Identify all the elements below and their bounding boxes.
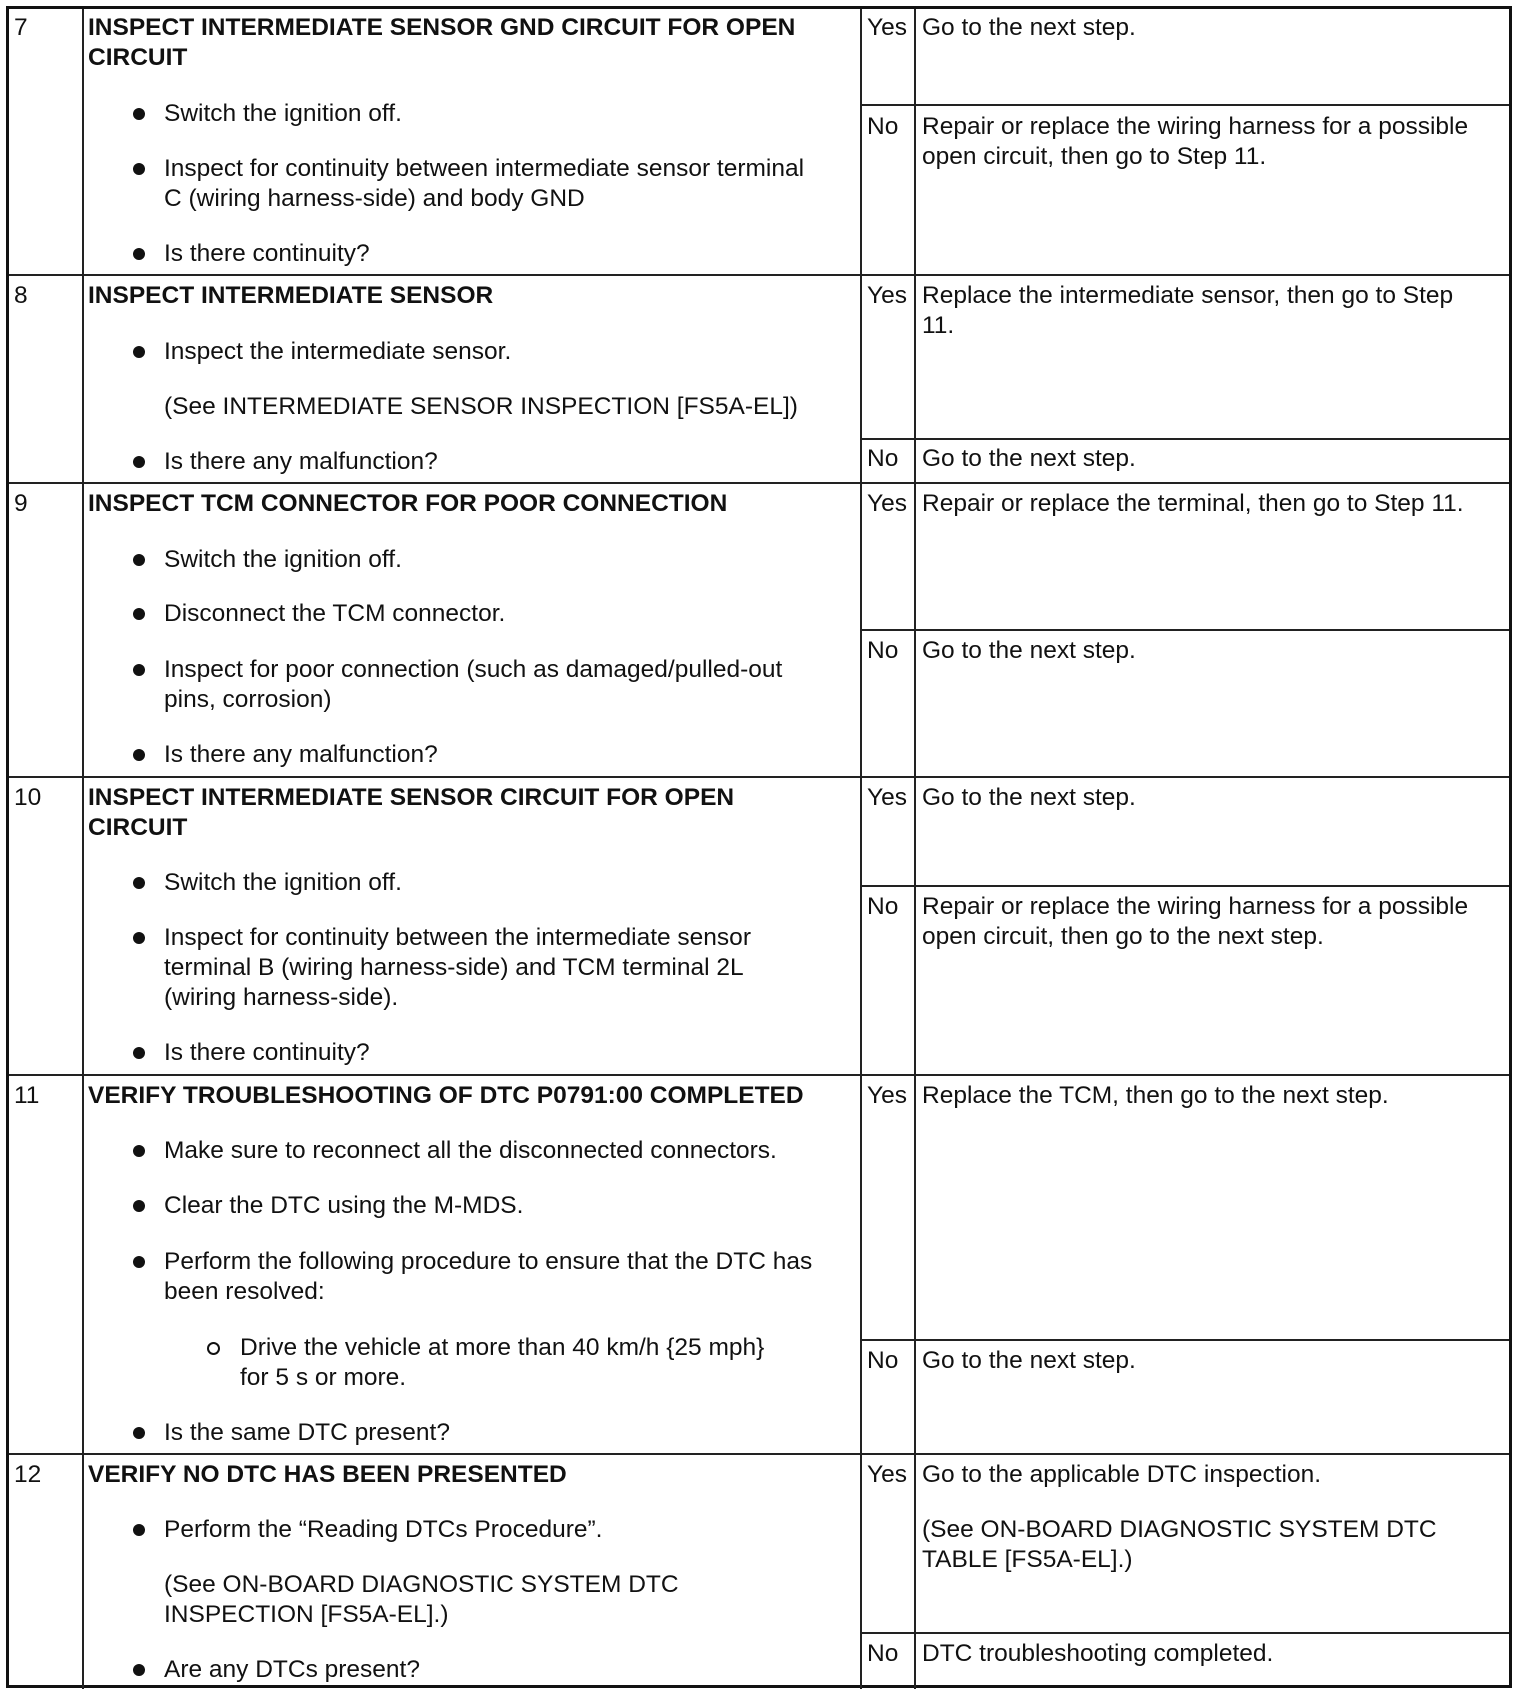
yes-action: Go to the applicable DTC inspection. [922,1461,1322,1488]
bullet-icon [133,248,145,260]
step-number: 10 [14,784,42,811]
step-instruction: Perform the “Reading DTCs Procedure”. [164,1516,603,1543]
step-number: 12 [14,1461,42,1488]
bullet-icon [133,1145,145,1157]
no-label: No [867,1347,899,1374]
step-number: 8 [14,282,28,309]
bullet-icon [133,108,145,120]
row-divider [9,1453,1509,1455]
yes-label: Yes [867,1082,907,1109]
step-title: VERIFY NO DTC HAS BEEN PRESENTED [88,1461,567,1488]
step-number: 9 [14,490,28,517]
bullet-icon [133,749,145,761]
yes-action: Repair or replace the terminal, then go to Step 11. [922,490,1464,517]
yes-action: Go to the next step. [922,14,1136,41]
bullet-icon [133,1524,145,1536]
no-action: open circuit, then go to the next step. [922,923,1324,950]
step-instruction: Inspect the intermediate sensor. [164,338,512,365]
step-title: INSPECT INTERMEDIATE SENSOR [88,282,494,309]
bullet-icon [133,932,145,944]
step-title: CIRCUIT [88,814,188,841]
step-instruction: Inspect for poor connection (such as damaged/pulled-out [164,656,783,683]
yes-no-divider [860,1632,1509,1634]
yes-no-divider [860,104,1509,106]
bullet-icon [133,1256,145,1268]
yes-no-divider [860,885,1509,887]
yes-action: (See ON-BOARD DIAGNOSTIC SYSTEM DTC [922,1516,1437,1543]
yes-action: Replace the intermediate sensor, then go to Step [922,282,1454,309]
column-divider-answer [860,9,862,1689]
yes-label: Yes [867,784,907,811]
column-divider-step [82,9,84,1689]
step-instruction: INSPECTION [FS5A-EL].) [164,1601,449,1628]
no-action: Go to the next step. [922,637,1136,664]
step-instruction: Switch the ignition off. [164,869,402,896]
row-divider [9,1074,1509,1076]
step-instruction: Switch the ignition off. [164,100,402,127]
step-instruction: Switch the ignition off. [164,546,402,573]
step-instruction: (See ON-BOARD DIAGNOSTIC SYSTEM DTC [164,1571,679,1598]
step-title: INSPECT INTERMEDIATE SENSOR CIRCUIT FOR OPEN [88,784,735,811]
bullet-icon [133,554,145,566]
step-instruction: Is there continuity? [164,240,370,267]
yes-label: Yes [867,490,907,517]
yes-no-divider [860,438,1509,440]
step-title: CIRCUIT [88,44,188,71]
step-title: INSPECT INTERMEDIATE SENSOR GND CIRCUIT FOR OPEN [88,14,796,41]
step-instruction: Is there continuity? [164,1039,370,1066]
no-action: Go to the next step. [922,1347,1136,1374]
yes-no-divider [860,629,1509,631]
step-instruction: for 5 s or more. [240,1364,407,1391]
step-instruction: Clear the DTC using the M-MDS. [164,1192,524,1219]
row-divider [9,482,1509,484]
column-divider-action [914,9,916,1689]
row-divider [9,776,1509,778]
sub-bullet-icon [207,1342,220,1355]
bullet-icon [133,346,145,358]
step-instruction: Is the same DTC present? [164,1419,450,1446]
step-instruction: terminal B (wiring harness-side) and TCM terminal 2L [164,954,744,981]
no-label: No [867,637,899,664]
step-instruction: Are any DTCs present? [164,1656,420,1683]
step-number: 11 [14,1082,40,1109]
step-instruction: Drive the vehicle at more than 40 km/h {25 mph} [240,1334,765,1361]
bullet-icon [133,1427,145,1439]
step-instruction: (wiring harness-side). [164,984,399,1011]
step-instruction: Make sure to reconnect all the disconnected connectors. [164,1137,777,1164]
step-instruction: Is there any malfunction? [164,741,438,768]
yes-no-divider [860,1339,1509,1341]
no-action: open circuit, then go to Step 11. [922,143,1267,170]
no-label: No [867,1640,899,1667]
yes-action: 11. [922,312,955,339]
yes-label: Yes [867,1461,907,1488]
bullet-icon [133,877,145,889]
yes-label: Yes [867,282,907,309]
row-divider [9,274,1509,276]
step-instruction: Perform the following procedure to ensure that the DTC has [164,1248,813,1275]
no-action: Repair or replace the wiring harness for a possible [922,893,1469,920]
bullet-icon [133,1664,145,1676]
yes-action: TABLE [FS5A-EL].) [922,1546,1133,1573]
step-title: VERIFY TROUBLESHOOTING OF DTC P0791:00 COMPLETED [88,1082,804,1109]
bullet-icon [133,664,145,676]
no-action: Go to the next step. [922,445,1136,472]
step-instruction: (See INTERMEDIATE SENSOR INSPECTION [FS5A-EL]) [164,393,798,420]
step-instruction: Inspect for continuity between the intermediate sensor [164,924,751,951]
step-instruction: pins, corrosion) [164,686,332,713]
bullet-icon [133,163,145,175]
step-instruction: been resolved: [164,1278,325,1305]
yes-action: Go to the next step. [922,784,1136,811]
bullet-icon [133,456,145,468]
no-action: Repair or replace the wiring harness for a possible [922,113,1469,140]
no-label: No [867,113,899,140]
bullet-icon [133,608,145,620]
step-title: INSPECT TCM CONNECTOR FOR POOR CONNECTION [88,490,728,517]
step-instruction: Is there any malfunction? [164,448,438,475]
step-instruction: C (wiring harness-side) and body GND [164,185,585,212]
step-instruction: Disconnect the TCM connector. [164,600,506,627]
bullet-icon [133,1047,145,1059]
diagnostic-procedure-table [6,6,1512,1688]
no-action: DTC troubleshooting completed. [922,1640,1274,1667]
step-instruction: Inspect for continuity between intermediate sensor terminal [164,155,805,182]
bullet-icon [133,1200,145,1212]
yes-label: Yes [867,14,907,41]
step-number: 7 [14,14,28,41]
no-label: No [867,893,899,920]
yes-action: Replace the TCM, then go to the next step. [922,1082,1389,1109]
no-label: No [867,445,899,472]
